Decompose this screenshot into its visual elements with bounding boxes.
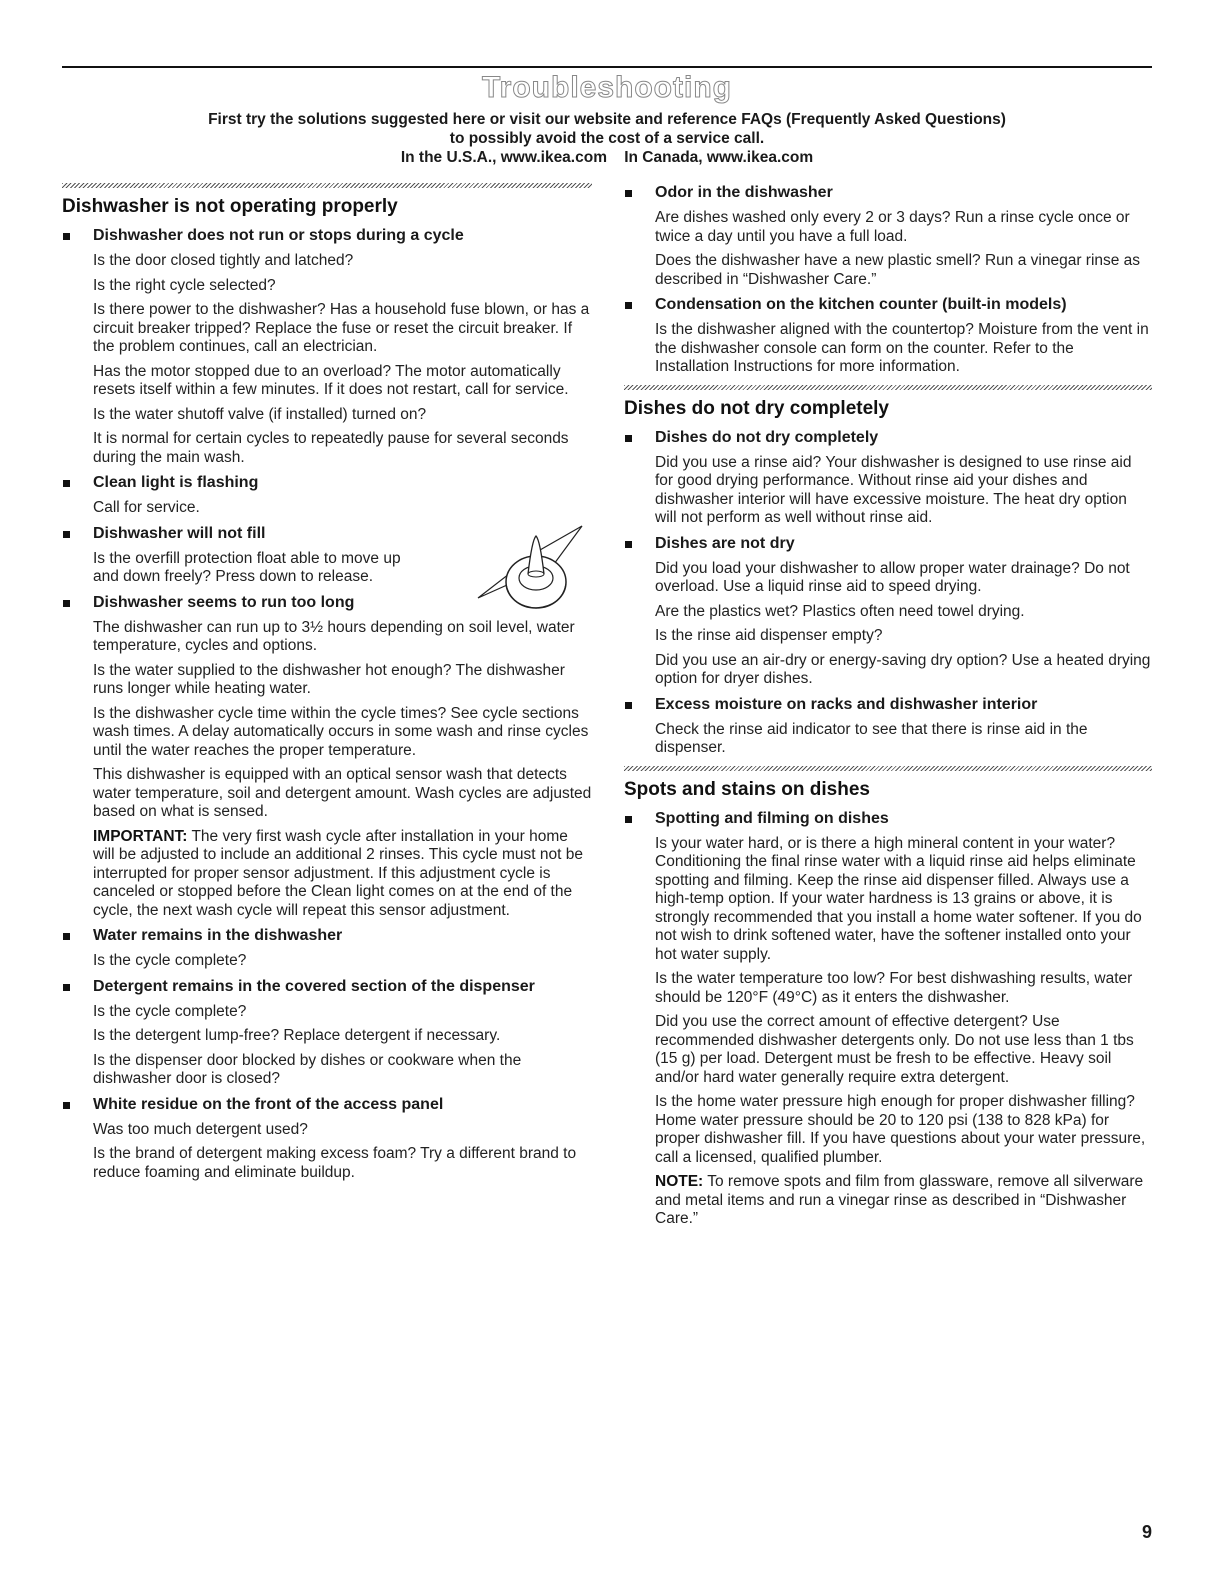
intro-line-1: First try the solutions suggested here or visit our website and reference FAQs (Frequently Asked Questions) <box>208 111 1006 128</box>
bullet-icon <box>63 984 70 991</box>
item-text: Does the dishwasher have a new plastic smell? Run a vinegar rinse as described in “Dishwasher Care.” <box>655 252 1141 288</box>
section-title-not-operating: Dishwasher is not operating properly <box>62 196 398 217</box>
bullet-icon <box>625 302 632 309</box>
bullet-icon <box>625 541 632 548</box>
item-heading: Dishes are not dry <box>624 534 1152 554</box>
intro-line-3: In the U.S.A., www.ikea.com In Canada, www.ikea.com <box>400 149 814 166</box>
item-heading: Odor in the dishwasher <box>624 183 1152 203</box>
item-text: Is the water shutoff valve (if installed) turned on? <box>93 405 427 423</box>
section-title-spots: Spots and stains on dishes <box>624 778 870 800</box>
bullet-icon <box>63 531 70 538</box>
bullet-icon <box>625 702 632 709</box>
item-spotting <box>624 809 1152 1229</box>
item-heading: Spotting and filming on dishes <box>624 809 1152 829</box>
item-heading: Dishwasher does not run or stops during a cycle <box>62 226 592 246</box>
section-dry <box>624 385 1152 758</box>
item-condensation <box>624 295 1152 377</box>
item-text: Has the motor stopped due to an overload? The motor automatically resets itself within a few minutes. If it does not restart, call for service. <box>93 362 569 398</box>
section-divider <box>62 183 592 188</box>
left-column <box>62 183 592 1188</box>
item-text: Is the door closed tightly and latched? <box>93 252 354 269</box>
item-heading: Dishwasher seems to run too long <box>62 593 592 613</box>
item-text: The dishwasher can run up to 3½ hours depending on soil level, water temperature, cycles and options. <box>93 618 575 654</box>
item-text: Is the cycle complete? <box>93 1002 247 1020</box>
item-text: Call for service. <box>93 499 200 516</box>
item-heading: Detergent remains in the covered section of the dispenser <box>62 977 592 997</box>
item-will-not-fill <box>62 524 592 587</box>
item-heading: Water remains in the dishwasher <box>62 926 592 946</box>
item-does-not-run <box>62 226 592 467</box>
bullet-icon <box>625 816 632 823</box>
item-text: Is the brand of detergent making excess foam? Try a different brand to reduce foaming and eliminate buildup. <box>93 1145 577 1181</box>
item-text: Is the detergent lump-free? Replace detergent if necessary. <box>93 1027 501 1044</box>
top-rule <box>62 66 1152 68</box>
item-heading: Dishwasher will not fill <box>62 524 592 544</box>
item-text: Is there power to the dishwasher? Has a household fuse blown, or has a circuit breaker tripped? Replace the fuse or reset the circuit breaker. If the problem continues, call an electrician. <box>93 301 590 355</box>
item-text: Check the rinse aid indicator to see that there is rinse aid in the dispenser. <box>655 720 1088 756</box>
intro <box>62 110 1152 167</box>
item-text: Is the dishwasher cycle time within the cycle times? See cycle sections wash times. A delay automatically occurs in some wash and rinse cycles until the water reaches the proper temperature. <box>93 704 589 759</box>
item-odor <box>624 183 1152 289</box>
important-note: IMPORTANT: The very first wash cycle after installation in your home will be adjusted to include an additional 2 rinses. This cycle must not be interrupted for proper sensor adjustment. If this adjustment cycle is canceled or stopped before the Clean light comes on at the end of the cycle, the next wash cycle will repeat this sensor adjustment. <box>93 827 583 919</box>
item-text: Is your water hard, or is there a high mineral content in your water? Conditioning the final rinse water with a liquid rinse aid helps eliminate spotting and filming. Keep the rinse aid dispenser filled. Always use a high-temp option. If your water hardness is 13 grains or above, it is strongly recommended that you install a home water softener. If you do not wish to drink softened water, have the softener installed onto your hot water supply. <box>655 834 1142 963</box>
section-divider <box>624 385 1152 390</box>
item-text: Is the water temperature too low? For best dishwashing results, water should be 120°F (49°C) as it enters the dishwasher. <box>655 970 1133 1006</box>
item-white-residue <box>62 1095 592 1183</box>
item-heading: Excess moisture on racks and dishwasher interior <box>624 695 1152 715</box>
item-water-remains <box>62 926 592 971</box>
item-text: Is the cycle complete? <box>93 952 247 969</box>
bullet-icon <box>625 190 632 197</box>
bullet-icon <box>625 435 632 442</box>
item-text: Did you use the correct amount of effective detergent? Use recommended dishwasher detergents only. Do not use less than 1 tbs (15 g) per load. Detergent must be fresh to be effective. Heavy soil and/or hard water generally require extra detergent. <box>655 1013 1134 1086</box>
item-text: Are dishes washed only every 2 or 3 days? Run a rinse cycle once or twice a day until you have a full load. <box>655 209 1130 245</box>
item-text: Is the dispenser door blocked by dishes or cookware when the dishwasher door is closed? <box>93 1051 522 1087</box>
item-excess-moisture <box>624 695 1152 758</box>
item-heading: Clean light is flashing <box>62 473 592 493</box>
bullet-icon <box>63 480 70 487</box>
item-text: Is the right cycle selected? <box>93 276 276 294</box>
item-text: It is normal for certain cycles to repeatedly pause for several seconds during the main wash. <box>93 430 569 466</box>
bullet-icon <box>63 233 70 240</box>
item-clean-light <box>62 473 592 518</box>
item-text: Is the rinse aid dispenser empty? <box>655 627 883 644</box>
section-divider <box>624 766 1152 771</box>
item-text: Did you use an air-dry or energy-saving dry option? Use a heated drying option for dryer dishes. <box>655 651 1151 687</box>
item-not-dry-completely <box>624 428 1152 528</box>
item-text: Was too much detergent used? <box>93 1120 308 1138</box>
item-text: Did you use a rinse aid? Your dishwasher is designed to use rinse aid for good drying performance. Without rinse aid your dishes and dishwasher interior will have excessive moisture. The heat dry option will not perform as well without rinse aid. <box>655 453 1132 526</box>
item-heading: Dishes do not dry completely <box>624 428 1152 448</box>
section-title-dry: Dishes do not dry completely <box>624 397 889 419</box>
section-spots <box>624 766 1152 1229</box>
bullet-icon <box>63 1102 70 1109</box>
intro-line-2: to possibly avoid the cost of a service call. <box>449 130 765 147</box>
note: NOTE: To remove spots and film from glassware, remove all silverware and metal items and run a vinegar rinse as described in “Dishwasher Care.” <box>655 1173 1144 1227</box>
item-text: Is the dishwasher aligned with the countertop? Moisture from the vent in the dishwasher console can form on the counter. Refer to the Installation Instructions for more information. <box>655 321 1149 375</box>
page-title: Troubleshooting <box>482 71 732 104</box>
bullet-icon <box>63 933 70 940</box>
bullet-icon <box>63 600 70 607</box>
item-text: Is the overfill protection float able to move up and down freely? Press down to release. <box>93 549 401 585</box>
item-text: This dishwasher is equipped with an optical sensor wash that detects water temperature, soil and detergent amount. Wash cycles are adjusted based on what is sensed. <box>93 766 592 820</box>
page-number: 9 <box>1141 1522 1152 1542</box>
item-heading: White residue on the front of the access panel <box>62 1095 592 1115</box>
item-not-dry <box>624 534 1152 689</box>
item-runs-too-long <box>62 593 592 921</box>
right-column <box>624 183 1152 1235</box>
item-heading: Condensation on the kitchen counter (built-in models) <box>624 295 1152 315</box>
item-detergent-remains <box>62 977 592 1089</box>
item-text: Is the water supplied to the dishwasher hot enough? The dishwasher runs longer while heating water. <box>93 661 565 697</box>
item-text: Did you load your dishwasher to allow proper water drainage? Do not overload. Use a liquid rinse aid to speed drying. <box>655 559 1130 595</box>
item-text: Is the home water pressure high enough for proper dishwasher filling? Home water pressure should be 20 to 120 psi (138 to 828 kPa) for proper dishwasher fill. If you have questions about your water pressure, call a licensed, qualified plumber. <box>655 1093 1146 1166</box>
item-text: Are the plastics wet? Plastics often need towel drying. <box>655 602 1025 620</box>
